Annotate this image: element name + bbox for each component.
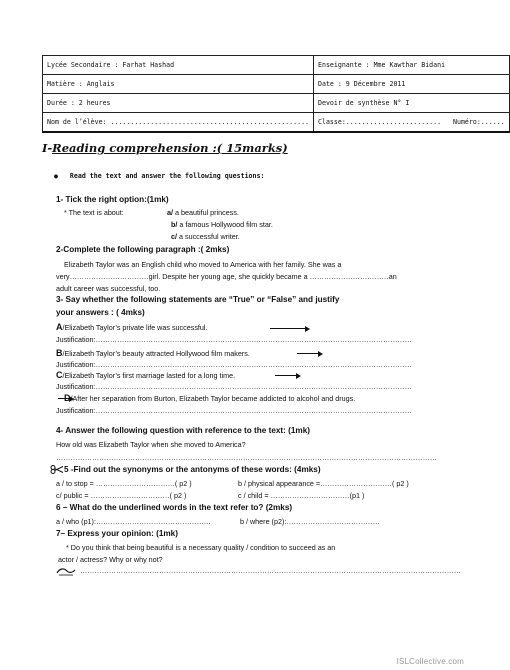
q7-answer-line: ……………………………………………………………………………………………………………………………………………: [80, 566, 461, 575]
option-text: a successful writer.: [179, 232, 240, 241]
pen-icon: [56, 567, 76, 576]
q1-option-c: [171, 232, 240, 241]
q7-heading: 7– Express your opinion: (1mk): [56, 529, 178, 538]
q3-justification-d: Justification:……………………………………………………………………………………………………………………: [56, 406, 412, 415]
option-text: a famous Hollywood film star.: [179, 220, 273, 229]
q5-row-1-right: b / physical appearance =…………………………( p2 ): [238, 479, 409, 488]
q6-left: a / who (p1):…………………………………………: [56, 517, 211, 526]
q6-right: b / where (p2):…………………………………: [240, 517, 380, 526]
q3-item-b: [56, 348, 250, 358]
class-number-cell: [314, 113, 510, 133]
date-cell: Date : 9 Décembre 2011: [314, 75, 510, 94]
instruction: [54, 172, 264, 180]
item-letter: A: [56, 322, 63, 332]
section-title-text: Reading comprehension :( 15marks): [52, 141, 288, 155]
q5-row-2-left: c/ public = ……………………………( p2 ): [56, 491, 187, 500]
number-field: Numéro:......: [453, 118, 505, 126]
q3-item-a: [56, 322, 208, 332]
q2-line-3: adult career was successful, too.: [56, 284, 161, 293]
q5-row-2-right: c / child = ……………………………(p1 ): [238, 491, 365, 500]
section-title: [42, 141, 288, 155]
q3-justification-a: Justification:……………………………………………………………………………………………………………………: [56, 335, 412, 344]
school-cell: Lycée Secondaire : Farhat Hashad: [43, 56, 314, 75]
class-field: Classe:........................: [318, 118, 442, 126]
scissors-icon: [50, 465, 64, 474]
student-name-cell: Nom de l’élève: ..................................................: [43, 113, 314, 133]
q4-question: How old was Elizabeth Taylor when she moved to America?: [56, 440, 246, 449]
arrow-icon: [275, 375, 297, 376]
q4-answer-line: ……………………………………………………………………………………………………………………………………………: [56, 453, 437, 462]
q3-heading-1: 3- Say whether the following statements are “True” or “False” and justify: [56, 295, 340, 304]
instruction-text: Read the text and answer the following questions:: [69, 172, 265, 180]
watermark: ISLCollective.com: [396, 657, 464, 666]
q4-heading: 4- Answer the following question with reference to the text: (1mk): [56, 426, 310, 435]
q7-line-2: actor / actress? Why or why not?: [58, 555, 163, 564]
q1-option-a: [167, 208, 239, 217]
q5-heading: 5 -Find out the synonyms or the antonyms of these words: (4mks): [64, 465, 321, 474]
q7-line-1: * Do you think that being beautiful is a necessary quality / condition to succeed as an: [66, 543, 336, 552]
item-text: /Elizabeth Taylor’s first marriage lasted for a long time.: [62, 371, 236, 380]
q3-heading-2: your answers : ( 4mks): [56, 308, 145, 317]
q3-item-c: [56, 370, 235, 380]
arrow-icon: [297, 353, 319, 354]
q3-justification-b: Justification:……………………………………………………………………………………………………………………: [56, 360, 412, 369]
duration-cell: Durée : 2 heures: [43, 94, 314, 113]
item-text: /Elizabeth Taylor’s beauty attracted Hollywood film makers.: [62, 349, 250, 358]
q6-heading: 6 – What do the underlined words in the text refer to? (2mks): [56, 503, 293, 512]
header-table: [42, 55, 510, 133]
option-letter: a/: [167, 208, 173, 217]
q1-heading: 1- Tick the right option:(1mk): [56, 195, 169, 204]
teacher-cell: Enseignante : Mme Kawthar Bidani: [314, 56, 510, 75]
q1-option-b: [171, 220, 273, 229]
item-text: /Elizabeth Taylor’s private life was successful.: [62, 323, 208, 332]
item-text: /After her separation from Burton, Elizabeth Taylor became addicted to alcohol and drugs.: [70, 394, 356, 403]
q2-line-2: very……………………………girl. Despite her young age, she quickly became a ……………………………an: [56, 272, 397, 281]
exam-cell: Devoir de synthèse N° I: [314, 94, 510, 113]
q3-justification-c: Justification:……………………………………………………………………………………………………………………: [56, 382, 412, 391]
q3-item-d: [64, 393, 355, 403]
item-letter: D: [64, 393, 71, 403]
subject-cell: Matière : Anglais: [43, 75, 314, 94]
q1-stem: * The text is about:: [64, 208, 124, 217]
option-letter: b/: [171, 220, 178, 229]
arrow-icon: [270, 328, 306, 329]
item-letter: B: [56, 348, 63, 358]
bullet-icon: ●: [54, 172, 58, 180]
q2-line-1: Elizabeth Taylor was an English child who moved to America with her family. She was a: [64, 260, 342, 269]
option-letter: c/: [171, 232, 177, 241]
section-number: I-: [42, 141, 53, 155]
q5-row-1-left: a / to stop = ……………………………( p2 ): [56, 479, 192, 488]
q2-heading: 2-Complete the following paragraph :( 2mks): [56, 245, 230, 254]
option-text: a beautiful princess.: [175, 208, 239, 217]
item-letter: C: [56, 370, 63, 380]
